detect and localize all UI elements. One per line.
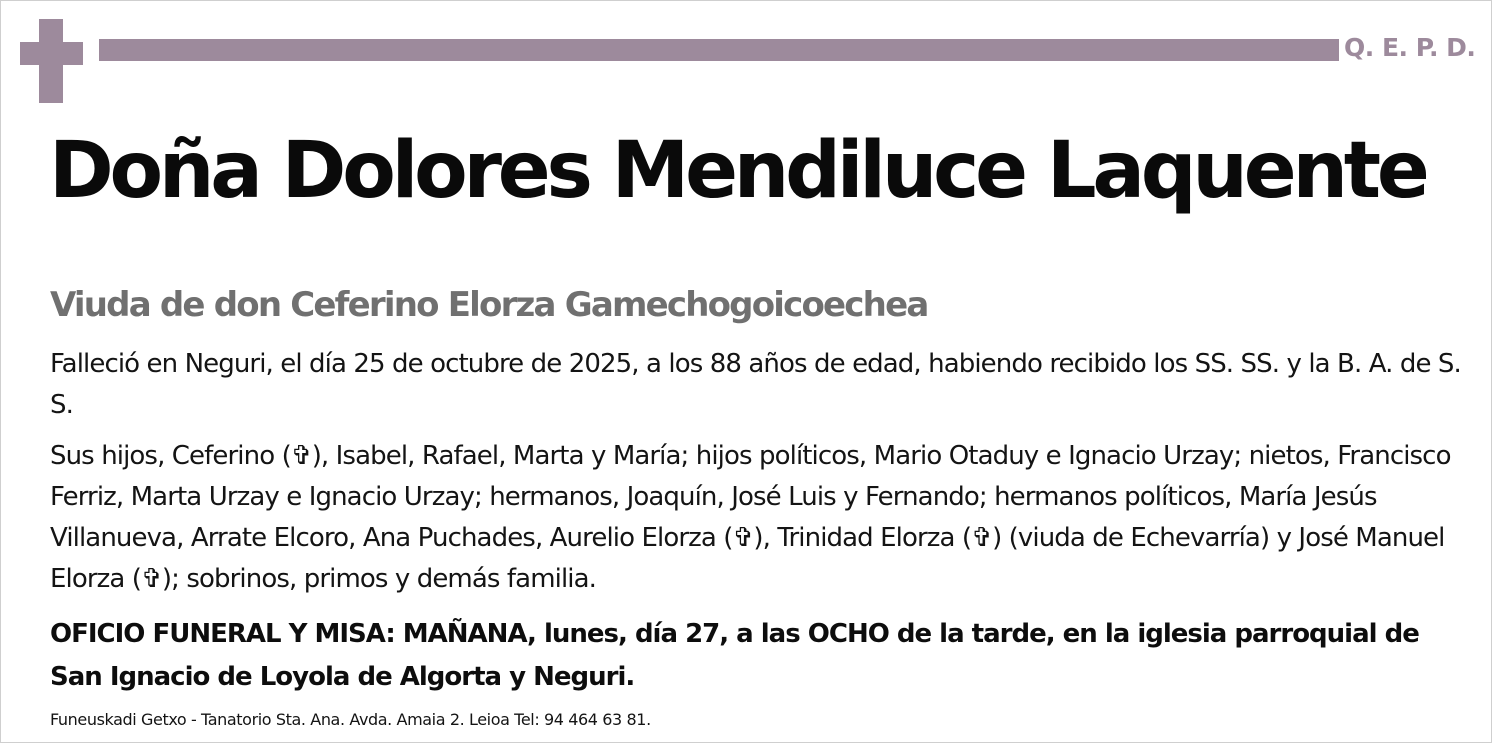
funeral-home-footer: Funeuskadi Getxo - Tanatorio Sta. Ana. Avda. Amaia 2. Leioa Tel: 94 464 63 81. bbox=[50, 710, 651, 729]
death-notice-paragraph: Falleció en Neguri, el día 25 de octubre de 2025, a los 88 años de edad, habiendo recibido los SS. SS. y la B. A. de S. S. bbox=[50, 349, 1461, 420]
widow-subtitle: Viuda de don Ceferino Elorza Gamechogoicoechea bbox=[50, 285, 928, 325]
qepd-label: Q. E. P. D. bbox=[1344, 33, 1476, 62]
header-rule bbox=[99, 39, 1339, 61]
funeral-announcement: OFICIO FUNERAL Y MISA: MAÑANA, lunes, día 27, a las OCHO de la tarde, en la iglesia parroquial de San Ignacio de Loyola de Algorta y Neguri. bbox=[50, 619, 1419, 692]
deceased-name: Doña Dolores Mendiluce Laquente bbox=[49, 126, 1426, 216]
cross-horizontal-bar bbox=[20, 42, 83, 65]
family-paragraph: Sus hijos, Ceferino (✞), Isabel, Rafael, Marta y María; hijos políticos, Mario Otaduy e Ignacio Urzay; nietos, Francisco Ferriz, Marta Urzay e Ignacio Urzay; hermanos, Joaquín, José Luis y Fernando; hermanos políticos, María Jesús Villanueva, Arrate Elcoro, Ana Puchades, Aurelio Elorza (✞), Trinidad Elorza (✞) (viuda de Echevarría) y José Manuel Elorza (✞); sobrinos, primos y demás familia. bbox=[50, 441, 1451, 594]
latin-cross-icon bbox=[20, 19, 83, 103]
